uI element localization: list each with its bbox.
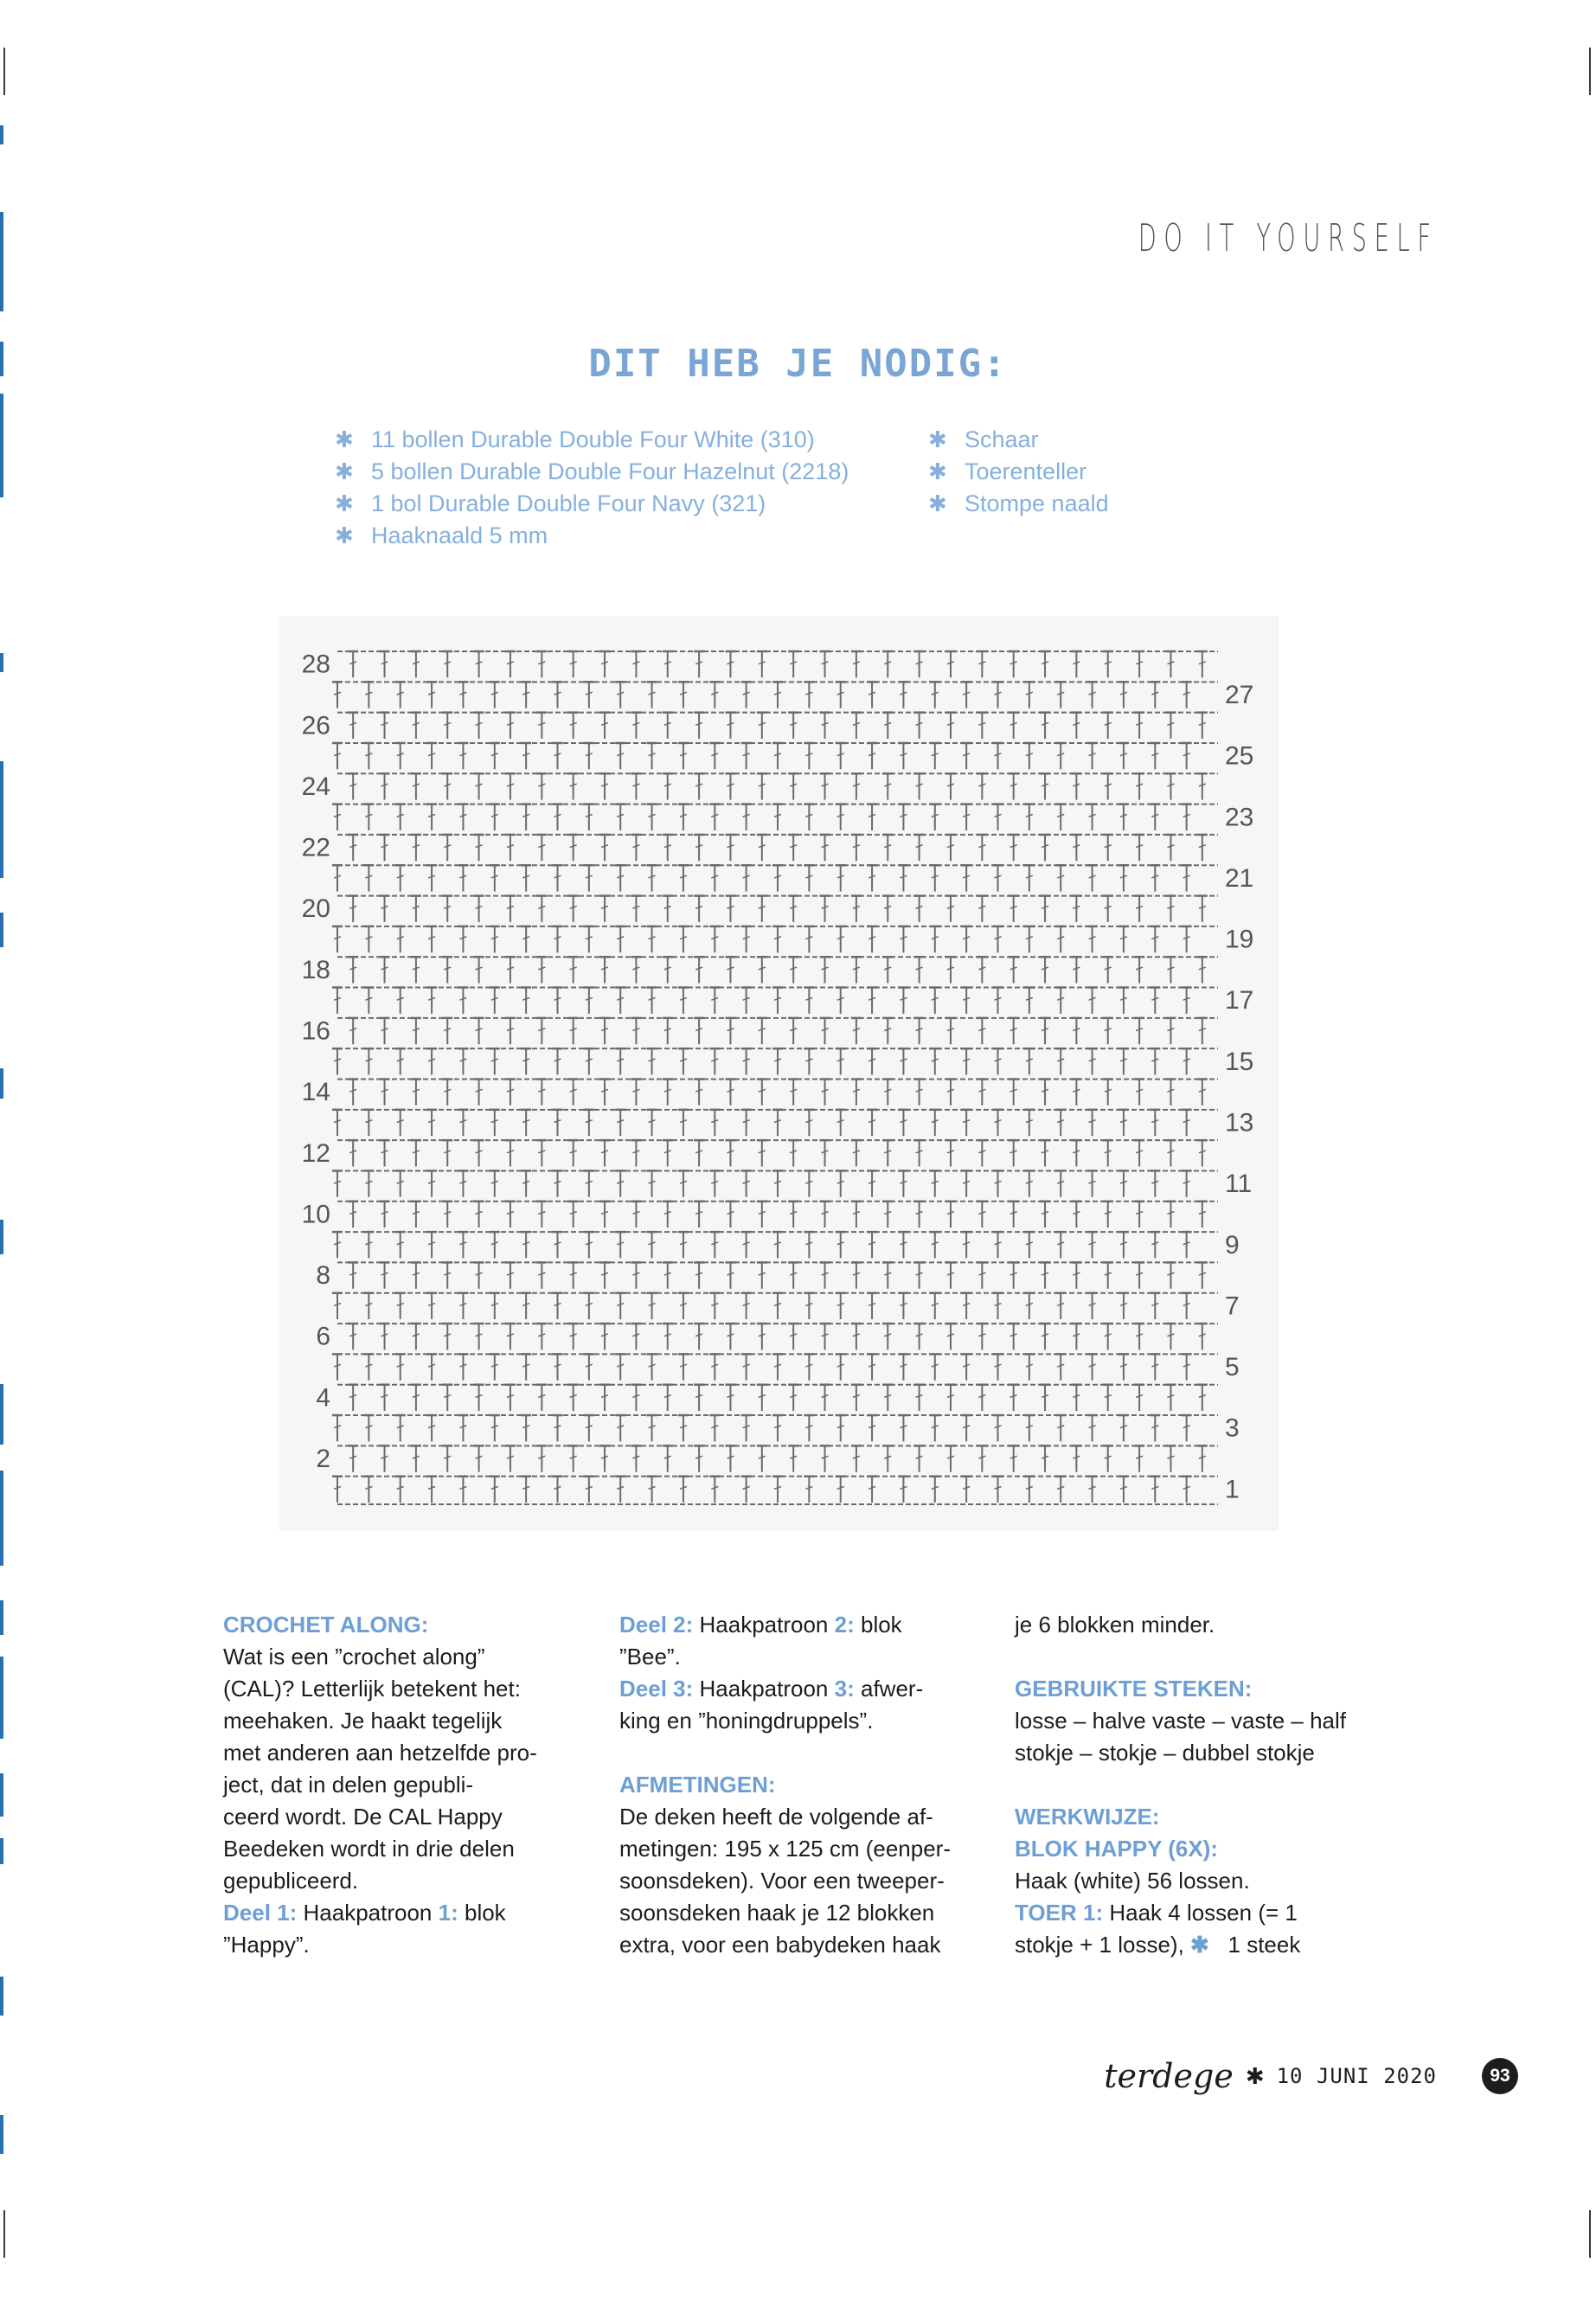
body-line: ”Happy”. [223, 1932, 310, 1958]
body-line: De deken heeft de volgende af- [619, 1804, 933, 1830]
body-line: met anderen aan hetzelfde pro- [223, 1740, 537, 1766]
list-item: ✱ 5 bollen Durable Double Four Hazelnut (2218) [335, 456, 849, 488]
body-line: Beedeken wordt in drie delen [223, 1836, 515, 1862]
heading-crochet-along: CROCHET ALONG: [223, 1612, 429, 1638]
list-item: ✱ 1 bol Durable Double Four Navy (321) [335, 488, 849, 520]
body-line: losse – halve vaste – vaste – half [1015, 1708, 1347, 1734]
row-label-left: 10 [301, 1200, 330, 1229]
row-label-left: 20 [301, 894, 330, 924]
row-label-left: 2 [316, 1445, 330, 1474]
crop-mark [1589, 48, 1591, 95]
body-line: ject, dat in delen gepubli- [223, 1772, 474, 1798]
row-label-left: 6 [316, 1322, 330, 1351]
body-line: metingen: 195 x 125 cm (eenper- [619, 1836, 951, 1862]
body-line: Wat is een ”crochet along” [223, 1644, 485, 1670]
asterisk-bullet-icon: ✱ [928, 426, 947, 452]
issue-date: 10 JUNI 2020 [1276, 2064, 1437, 2088]
list-item: ✱ Haaknaald 5 mm [335, 520, 849, 552]
body-line: king en ”honingdruppels”. [619, 1708, 874, 1734]
body-line: meehaken. Je haakt tegelijk [223, 1708, 503, 1734]
row-label-left: 28 [301, 650, 330, 679]
body-line: (CAL)? Letterlijk betekent het: [223, 1676, 521, 1702]
heading-blok-happy: BLOK HAPPY (6X): [1015, 1836, 1218, 1862]
asterisk-bullet-icon: ✱ [335, 490, 354, 516]
asterisk-bullet-icon: ✱ [335, 458, 354, 484]
row-label-right: 23 [1225, 803, 1254, 832]
body-line: stokje + 1 losse), ✱ 1 steek [1015, 1932, 1301, 1958]
asterisk-bullet-icon: ✱ [928, 458, 947, 484]
heading-afmetingen: AFMETINGEN: [619, 1772, 776, 1798]
row-label-right: 9 [1225, 1230, 1240, 1259]
row-label-right: 19 [1225, 925, 1254, 954]
row-label-left: 26 [301, 711, 330, 740]
crochet-chart [279, 616, 1279, 1531]
page-number: 93 [1482, 2058, 1518, 2094]
row-label-left: 14 [301, 1078, 330, 1107]
asterisk-bullet-icon: ✱ [928, 490, 947, 516]
body-line: extra, voor een babydeken haak [619, 1932, 941, 1958]
body-line: soonsdeken haak je 12 blokken [619, 1900, 935, 1926]
body-line: ceerd wordt. De CAL Happy [223, 1804, 503, 1830]
body-line: stokje – stokje – dubbel stokje [1015, 1740, 1315, 1766]
row-label-right: 11 [1225, 1170, 1253, 1199]
text-column-1 [223, 1609, 565, 1961]
row-label-right: 21 [1225, 863, 1254, 893]
row-label-right: 17 [1225, 986, 1254, 1016]
asterisk-bullet-icon: ✱ [335, 426, 354, 452]
asterisk-bullet-icon: ✱ [335, 522, 354, 548]
row-label-left: 18 [301, 955, 330, 984]
magazine-logo: terdege [1104, 2057, 1234, 2095]
row-label-right: 3 [1225, 1413, 1240, 1443]
crop-mark [3, 2210, 5, 2258]
body-line: gepubliceerd. [223, 1868, 359, 1894]
body-line: Haak (white) 56 lossen. [1015, 1868, 1250, 1894]
crop-mark [3, 48, 5, 95]
row-label-right: 1 [1225, 1475, 1240, 1504]
row-label-left: 4 [316, 1383, 330, 1413]
row-label-right: 25 [1225, 741, 1254, 771]
asterisk-icon: ✱ [1245, 2062, 1265, 2089]
deel-1-line: Deel 1: Haakpatroon 1: blok [223, 1900, 506, 1926]
crochet-chart-svg [279, 616, 1279, 1531]
needs-title: DIT HEB JE NODIG: [588, 342, 1008, 386]
heading-werkwijze: WERKWIJZE: [1015, 1804, 1160, 1830]
list-item: ✱ Toerenteller [928, 456, 1109, 488]
row-label-left: 8 [316, 1261, 330, 1291]
list-item: ✱ 11 bollen Durable Double Four White (310) [335, 424, 849, 456]
toer-1-line: TOER 1: Haak 4 lossen (= 1 [1015, 1900, 1298, 1926]
heading-gebruikte-steken: GEBRUIKTE STEKEN: [1015, 1676, 1253, 1702]
row-label-right: 15 [1225, 1047, 1254, 1076]
asterisk-repeat-icon: ✱ [1190, 1932, 1209, 1958]
row-label-left: 22 [301, 833, 330, 862]
crop-mark [1589, 2210, 1591, 2258]
row-label-right: 13 [1225, 1108, 1254, 1138]
body-line: je 6 blokken minder. [1015, 1612, 1215, 1638]
deel-3-line: Deel 3: Haakpatroon 3: afwer- [619, 1676, 924, 1702]
row-label-right: 27 [1225, 680, 1254, 709]
body-line: soonsdeken). Voor een tweeper- [619, 1868, 945, 1894]
needs-list-right [928, 424, 1109, 520]
text-column-2 [619, 1609, 961, 1961]
list-item: ✱ Stompe naald [928, 488, 1109, 520]
row-label-left: 16 [301, 1016, 330, 1046]
row-label-left: 24 [301, 772, 330, 801]
list-item: ✱ Schaar [928, 424, 1109, 456]
row-label-left: 12 [301, 1138, 330, 1168]
row-label-right: 7 [1225, 1292, 1240, 1321]
needs-list-left [335, 424, 849, 552]
deel-2-line: Deel 2: Haakpatroon 2: blok [619, 1612, 902, 1638]
section-label: DO IT YOURSELF [1138, 216, 1439, 260]
page-footer [1104, 2057, 1518, 2095]
body-line: ”Bee”. [619, 1644, 681, 1670]
text-column-3 [1015, 1609, 1356, 1961]
row-label-right: 5 [1225, 1353, 1240, 1382]
